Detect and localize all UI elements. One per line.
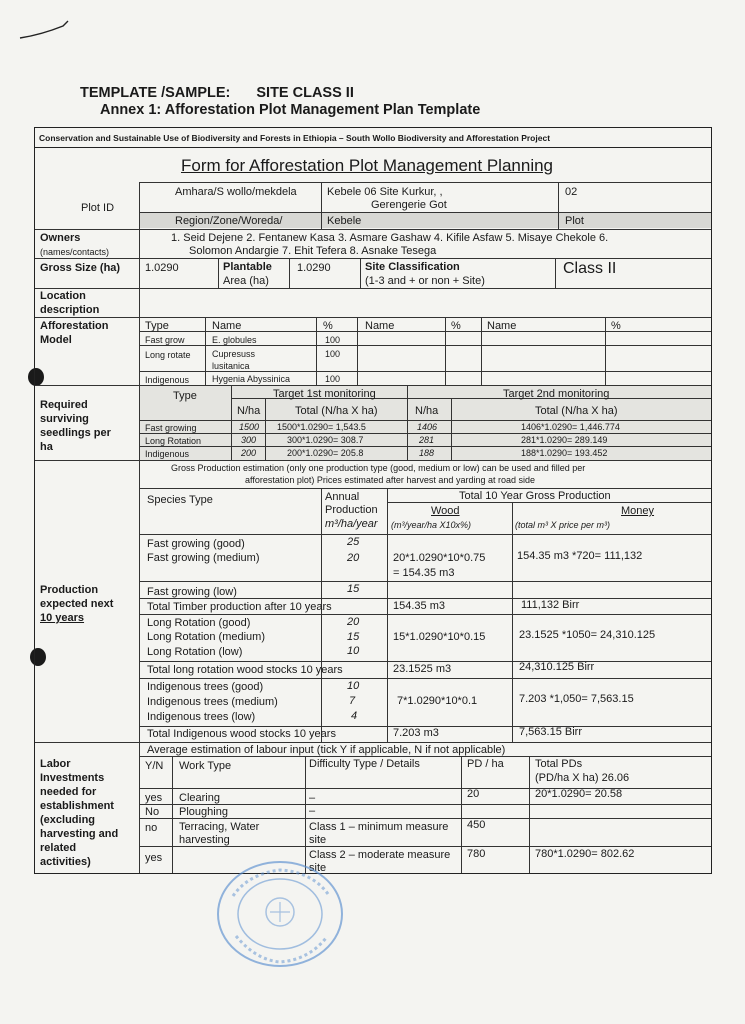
model-row-name: E. globules <box>212 335 257 345</box>
production-note: Gross Production estimation (only one production type (good, medium or low) can be used and filled per <box>171 463 586 473</box>
labor-row-yn: yes <box>145 852 163 864</box>
project-line: Conservation and Sustainable Use of Biodiversity and Forests in Ethiopia – South Wollo Biodiversity and Afforestation Project <box>35 128 711 148</box>
plot-caption: Plot <box>565 215 584 227</box>
money-header: Money <box>621 505 655 517</box>
difficulty-header: Difficulty Type / Details <box>309 758 420 770</box>
long-good-value: 20 <box>347 616 360 628</box>
site-classification-label: Site Classification <box>365 261 460 273</box>
kebele-value-1: Kebele 06 Site Kurkur, , <box>327 186 443 198</box>
ind-total-money: 7,563.15 Birr <box>519 726 582 738</box>
model-row-type: Fast grow <box>145 335 185 345</box>
ind-low-value: 4 <box>351 710 358 722</box>
labor-label-8: activities) <box>40 856 91 868</box>
nha-header: N/ha <box>237 405 261 417</box>
seedling-row-n2: 188 <box>419 448 435 458</box>
seedling-row-type: Indigenous <box>145 449 190 459</box>
timber-total-label: Total Timber production after 10 years <box>147 601 332 613</box>
owners-sublabel: (names/contacts) <box>40 247 110 257</box>
money-unit: (total m³ X price per m³) <box>515 520 611 530</box>
region-value: Amhara/S wollo/mekdela <box>175 186 297 198</box>
production-label-3: 10 years <box>40 612 85 624</box>
model-header-name-2: Name <box>365 320 395 332</box>
ind-med-label: Indigenous trees (medium) <box>147 696 278 708</box>
model-row-pct: 100 <box>325 374 341 384</box>
labor-label-6: harvesting and <box>40 828 119 840</box>
model-row-name-2: lusitanica <box>212 361 250 371</box>
plantable-value: 1.0290 <box>297 262 331 274</box>
model-header-pct: % <box>323 320 333 332</box>
plot-id-label: Plot ID <box>81 202 115 214</box>
fast-low-value: 15 <box>347 583 360 595</box>
seedlings-label-3: seedlings per <box>40 427 111 439</box>
annual-header-2: Production <box>325 504 378 516</box>
labor-row-difficulty: – <box>309 805 316 817</box>
model-row-name: Hygenia Abyssinica <box>212 374 291 384</box>
first-monitoring-header: Target 1st monitoring <box>273 388 376 400</box>
seedling-row-n2: 281 <box>419 435 435 445</box>
model-row-type: Long rotate <box>145 350 191 360</box>
long-med-value: 15 <box>347 631 360 643</box>
model-row-type: Indigenous <box>145 375 190 385</box>
seedling-row-t1: 200*1.0290= 205.8 <box>287 448 364 458</box>
seedling-row-n1: 200 <box>241 448 257 458</box>
seedling-row-t2: 281*1.0290= 289.149 <box>521 435 608 445</box>
second-monitoring-header: Target 2nd monitoring <box>503 388 610 400</box>
model-header-pct-2: % <box>451 320 461 332</box>
ind-good-label: Indigenous trees (good) <box>147 681 264 693</box>
work-type-header: Work Type <box>179 760 232 772</box>
labor-row-work: Ploughing <box>179 806 228 818</box>
ind-low-label: Indigenous trees (low) <box>147 711 256 723</box>
kebele-caption: Kebele <box>327 215 362 227</box>
species-type-header: Species Type <box>147 494 213 506</box>
labor-row-total: 780*1.0290= 802.62 <box>535 848 635 860</box>
site-class-value: Class II <box>563 260 617 277</box>
fast-med-money: 154.35 m3 *720= 111,132 <box>517 550 643 562</box>
template-heading <box>80 85 354 101</box>
seedlings-label-4: ha <box>40 441 53 453</box>
total-pd-header: Total PDs <box>535 758 583 770</box>
seedling-row-t2: 188*1.0290= 193.452 <box>521 448 608 458</box>
model-header-name: Name <box>212 320 242 332</box>
long-good-label: Long Rotation (good) <box>147 617 251 629</box>
fast-good-label: Fast growing (good) <box>147 538 245 550</box>
timber-total-money: 111,132 Birr <box>521 599 580 611</box>
labor-note: Average estimation of labour input (tick Y if applicable, N if not applicable) <box>147 744 506 756</box>
ind-total-label: Total Indigenous wood stocks 10 years <box>147 728 336 740</box>
seedling-row-type: Fast growing <box>145 423 197 433</box>
labor-row-work: Terracing, Water <box>179 821 260 833</box>
ind-total-wood: 7.203 m3 <box>393 727 439 739</box>
site-class-heading: SITE CLASS II <box>256 85 354 101</box>
labor-row-work: Clearing <box>179 792 220 804</box>
labor-row-difficulty: Class 1 – minimum measure <box>309 821 449 833</box>
model-row-name: Cupresuss <box>212 349 256 359</box>
labor-row-difficulty-2: site <box>309 834 327 846</box>
total-pd-header-2: (PD/ha X ha) 26.06 <box>535 772 630 784</box>
production-label: Production <box>40 584 99 596</box>
seedling-row-t1: 300*1.0290= 308.7 <box>287 435 364 445</box>
labor-row-total: 20*1.0290= 20.58 <box>535 788 623 800</box>
form-title: Form for Afforestation Plot Management Planning <box>181 156 553 175</box>
seedling-row-t2: 1406*1.0290= 1,446.774 <box>521 422 620 432</box>
seedling-row-n1: 1500 <box>239 422 260 432</box>
labor-label-4: establishment <box>40 800 114 812</box>
ind-med-money: 7.203 *1,050= 7,563.15 <box>519 693 634 705</box>
fast-good-value: 25 <box>347 536 360 548</box>
ind-med-value: 7 <box>349 695 356 707</box>
labor-label-7: related <box>40 842 77 854</box>
gross-size-label: Gross Size (ha) <box>40 262 121 274</box>
owners-line-1: 1. Seid Dejene 2. Fentanew Kasa 3. Asmare Gashaw 4. Kifile Asfaw 5. Misaye Chekole 6. <box>171 232 609 244</box>
timber-total-wood: 154.35 m3 <box>393 600 445 612</box>
seedlings-type-header: Type <box>173 390 197 402</box>
seedling-row-n1: 300 <box>241 435 257 445</box>
fast-med-calc-2: = 154.35 m3 <box>393 567 455 579</box>
labor-label-5: (excluding <box>40 814 96 826</box>
model-label-2: Model <box>40 334 72 346</box>
official-stamp <box>208 856 358 976</box>
site-classification-hint: (1-3 and + or non + Site) <box>365 275 485 287</box>
labor-row-difficulty: Class 2 – moderate measure <box>309 849 451 861</box>
seedlings-label: Required <box>40 399 88 411</box>
long-med-calc: 15*1.0290*10*0.15 <box>393 631 486 643</box>
labor-row-pd: 780 <box>467 848 486 860</box>
plantable-label: Plantable <box>223 261 272 273</box>
model-row-pct: 100 <box>325 349 341 359</box>
fast-low-label: Fast growing (low) <box>147 586 237 598</box>
long-total-wood: 23.1525 m3 <box>393 663 452 675</box>
labor-row-pd: 450 <box>467 819 486 831</box>
owners-label: Owners <box>40 232 81 244</box>
location-label: Location <box>40 290 86 302</box>
nha-header-2: N/ha <box>415 405 439 417</box>
region-caption: Region/Zone/Woreda/ <box>175 215 283 227</box>
long-med-money: 23.1525 *1050= 24,310.125 <box>519 629 656 641</box>
model-header-pct-3: % <box>611 320 621 332</box>
long-low-value: 10 <box>347 645 360 657</box>
seedling-row-type: Long Rotation <box>145 436 202 446</box>
long-total-label: Total long rotation wood stocks 10 years <box>147 664 343 676</box>
annual-header-3: m³/ha/year <box>325 518 378 530</box>
model-header-name-3: Name <box>487 320 517 332</box>
pen-mark <box>18 18 78 48</box>
total-header: Total (N/ha X ha) <box>295 405 378 417</box>
seedling-row-t1: 1500*1.0290= 1,543.5 <box>277 422 366 432</box>
owners-line-2: Solomon Andargie 7. Ehit Tefera 8. Asnake Tesega <box>189 245 437 257</box>
total-production-header: Total 10 Year Gross Production <box>459 490 611 502</box>
model-row-pct: 100 <box>325 335 341 345</box>
model-label: Afforestation <box>40 320 109 332</box>
location-label-2: description <box>40 304 100 316</box>
wood-header: Wood <box>431 505 460 517</box>
yn-header: Y/N <box>145 760 164 772</box>
gross-size-value: 1.0290 <box>145 262 179 274</box>
ind-good-value: 10 <box>347 680 360 692</box>
fast-med-label: Fast growing (medium) <box>147 552 260 564</box>
labor-label-2: Investments <box>40 772 105 784</box>
labor-label: Labor <box>40 758 71 770</box>
long-low-label: Long Rotation (low) <box>147 646 243 658</box>
annex-heading: Annex 1: Afforestation Plot Management Plan Template <box>100 102 481 118</box>
labor-row-yn: yes <box>145 792 163 804</box>
seedlings-label-2: surviving <box>40 413 89 425</box>
form-frame <box>34 127 712 874</box>
fast-med-calc: 20*1.0290*10*0.75 <box>393 552 486 564</box>
seedling-row-n2: 1406 <box>417 422 438 432</box>
template-label: TEMPLATE /SAMPLE: <box>80 85 231 101</box>
plot-value: 02 <box>565 186 578 198</box>
pd-ha-header: PD / ha <box>467 758 504 770</box>
labor-row-difficulty-2: site <box>309 862 327 874</box>
long-total-money: 24,310.125 Birr <box>519 661 595 673</box>
labor-row-difficulty: – <box>309 792 316 804</box>
labor-row-yn: No <box>145 806 160 818</box>
total-header-2: Total (N/ha X ha) <box>535 405 618 417</box>
labor-row-work-2: harvesting <box>179 834 230 846</box>
labor-label-3: needed for <box>40 786 97 798</box>
production-label-2: expected next <box>40 598 114 610</box>
model-header-type: Type <box>145 320 169 332</box>
production-note-2: afforestation plot) Prices estimated after harvest and yarding at road side <box>245 475 535 485</box>
long-med-label: Long Rotation (medium) <box>147 631 266 643</box>
labor-row-yn: no <box>145 822 158 834</box>
kebele-value-2: Gerengerie Got <box>371 199 447 211</box>
wood-unit: (m³/year/ha X10x%) <box>391 520 472 530</box>
annual-header: Annual <box>325 491 360 503</box>
labor-row-pd: 20 <box>467 788 480 800</box>
ind-med-calc: 7*1.0290*10*0.1 <box>397 695 478 707</box>
plantable-label-2: Area (ha) <box>223 275 269 287</box>
fast-med-value: 20 <box>347 552 360 564</box>
